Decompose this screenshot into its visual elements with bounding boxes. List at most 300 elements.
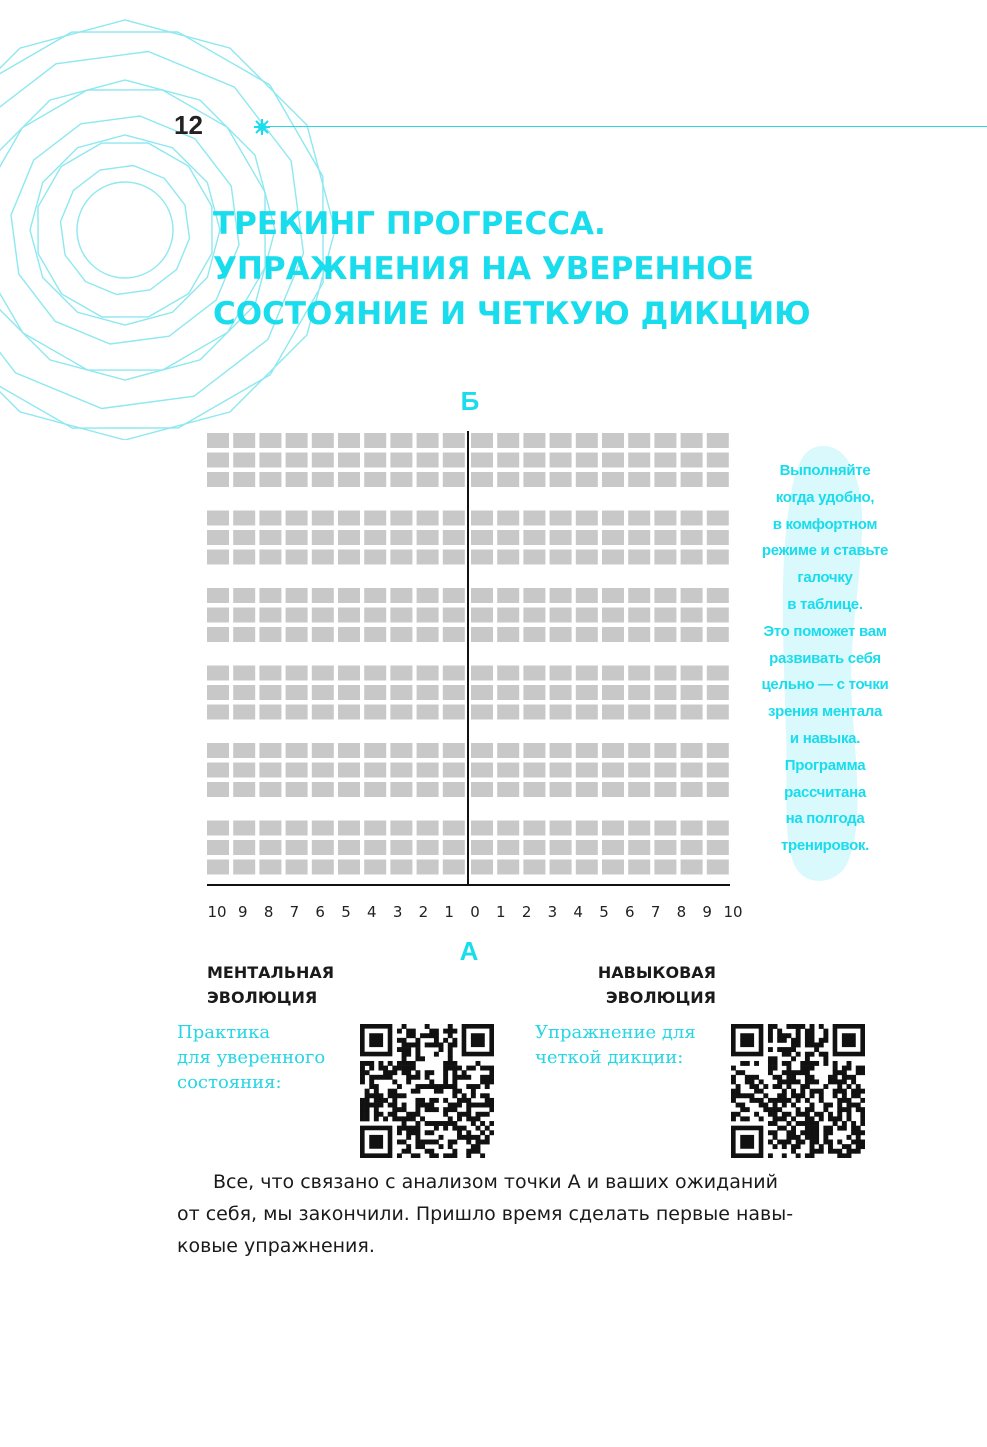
- tracker-cell[interactable]: [681, 453, 703, 468]
- tracker-cell[interactable]: [471, 453, 493, 468]
- tracker-cell[interactable]: [602, 433, 624, 448]
- tracker-cell[interactable]: [390, 550, 412, 565]
- tracker-cell[interactable]: [654, 550, 676, 565]
- tracker-cell[interactable]: [654, 627, 676, 642]
- tracker-cell[interactable]: [390, 705, 412, 720]
- tracker-cell[interactable]: [497, 666, 519, 681]
- tracker-cell[interactable]: [681, 743, 703, 758]
- tracker-cell[interactable]: [364, 685, 386, 700]
- tracker-cell[interactable]: [443, 627, 465, 642]
- tracker-cell[interactable]: [312, 530, 334, 545]
- tracker-cell[interactable]: [707, 685, 729, 700]
- tracker-cell[interactable]: [338, 472, 360, 487]
- tracker-cell[interactable]: [707, 821, 729, 836]
- tracker-cell[interactable]: [364, 588, 386, 603]
- tracker-cell[interactable]: [654, 840, 676, 855]
- tracker-cell[interactable]: [707, 840, 729, 855]
- tracker-cell[interactable]: [417, 763, 439, 778]
- tracker-cell[interactable]: [233, 782, 255, 797]
- tracker-cell[interactable]: [443, 433, 465, 448]
- tracker-cell[interactable]: [707, 511, 729, 526]
- tracker-cell[interactable]: [707, 627, 729, 642]
- tracker-cell[interactable]: [312, 840, 334, 855]
- tracker-cell[interactable]: [497, 453, 519, 468]
- tracker-cell[interactable]: [233, 627, 255, 642]
- tracker-cell[interactable]: [550, 588, 572, 603]
- tracker-cell[interactable]: [443, 860, 465, 875]
- tracker-cell[interactable]: [233, 511, 255, 526]
- tracker-cell[interactable]: [471, 433, 493, 448]
- tracker-cell[interactable]: [286, 588, 308, 603]
- qr-code-confidence[interactable]: [360, 1024, 494, 1158]
- tracker-cell[interactable]: [233, 530, 255, 545]
- tracker-cell[interactable]: [338, 743, 360, 758]
- tracker-cell[interactable]: [497, 627, 519, 642]
- tracker-cell[interactable]: [443, 705, 465, 720]
- tracker-cell[interactable]: [207, 743, 229, 758]
- tracker-cell[interactable]: [628, 627, 650, 642]
- tracker-cell[interactable]: [523, 608, 545, 623]
- tracker-cell[interactable]: [417, 782, 439, 797]
- tracker-cell[interactable]: [681, 433, 703, 448]
- tracker-cell[interactable]: [259, 530, 281, 545]
- tracker-cell[interactable]: [417, 472, 439, 487]
- tracker-cell[interactable]: [707, 860, 729, 875]
- tracker-cell[interactable]: [654, 763, 676, 778]
- tracker-cell[interactable]: [471, 685, 493, 700]
- tracker-cell[interactable]: [576, 685, 598, 700]
- tracker-cell[interactable]: [364, 860, 386, 875]
- tracker-cell[interactable]: [628, 763, 650, 778]
- tracker-cell[interactable]: [523, 627, 545, 642]
- tracker-cell[interactable]: [523, 550, 545, 565]
- tracker-cell[interactable]: [576, 763, 598, 778]
- tracker-cell[interactable]: [497, 472, 519, 487]
- tracker-cell[interactable]: [576, 782, 598, 797]
- tracker-cell[interactable]: [550, 782, 572, 797]
- tracker-cell[interactable]: [390, 782, 412, 797]
- tracker-cell[interactable]: [471, 705, 493, 720]
- tracker-cell[interactable]: [654, 666, 676, 681]
- tracker-cell[interactable]: [338, 685, 360, 700]
- tracker-cell[interactable]: [602, 840, 624, 855]
- tracker-cell[interactable]: [259, 685, 281, 700]
- tracker-cell[interactable]: [707, 588, 729, 603]
- tracker-cell[interactable]: [338, 821, 360, 836]
- tracker-cell[interactable]: [417, 705, 439, 720]
- tracker-cell[interactable]: [628, 511, 650, 526]
- tracker-cell[interactable]: [233, 472, 255, 487]
- tracker-cell[interactable]: [312, 860, 334, 875]
- tracker-cell[interactable]: [338, 530, 360, 545]
- tracker-cell[interactable]: [233, 433, 255, 448]
- tracker-cell[interactable]: [390, 530, 412, 545]
- tracker-cell[interactable]: [417, 433, 439, 448]
- tracker-cell[interactable]: [628, 433, 650, 448]
- tracker-cell[interactable]: [207, 433, 229, 448]
- tracker-cell[interactable]: [523, 472, 545, 487]
- tracker-cell[interactable]: [654, 433, 676, 448]
- tracker-cell[interactable]: [390, 860, 412, 875]
- tracker-cell[interactable]: [286, 743, 308, 758]
- tracker-cell[interactable]: [364, 530, 386, 545]
- tracker-cell[interactable]: [576, 860, 598, 875]
- tracker-cell[interactable]: [443, 782, 465, 797]
- tracker-cell[interactable]: [602, 743, 624, 758]
- tracker-cell[interactable]: [471, 666, 493, 681]
- tracker-cell[interactable]: [523, 782, 545, 797]
- tracker-cell[interactable]: [602, 782, 624, 797]
- tracker-cell[interactable]: [576, 743, 598, 758]
- tracker-cell[interactable]: [207, 821, 229, 836]
- tracker-cell[interactable]: [207, 627, 229, 642]
- tracker-cell[interactable]: [471, 530, 493, 545]
- tracker-cell[interactable]: [443, 530, 465, 545]
- tracker-cell[interactable]: [390, 666, 412, 681]
- tracker-cell[interactable]: [364, 608, 386, 623]
- tracker-cell[interactable]: [338, 782, 360, 797]
- tracker-cell[interactable]: [654, 743, 676, 758]
- tracker-cell[interactable]: [390, 685, 412, 700]
- tracker-cell[interactable]: [550, 860, 572, 875]
- tracker-cell[interactable]: [364, 511, 386, 526]
- tracker-cell[interactable]: [523, 840, 545, 855]
- tracker-cell[interactable]: [286, 453, 308, 468]
- tracker-cell[interactable]: [233, 743, 255, 758]
- tracker-cell[interactable]: [233, 608, 255, 623]
- tracker-cell[interactable]: [417, 685, 439, 700]
- tracker-cell[interactable]: [654, 608, 676, 623]
- tracker-cell[interactable]: [207, 685, 229, 700]
- tracker-cell[interactable]: [471, 550, 493, 565]
- tracker-cell[interactable]: [471, 588, 493, 603]
- tracker-cell[interactable]: [286, 472, 308, 487]
- tracker-cell[interactable]: [207, 511, 229, 526]
- tracker-cell[interactable]: [576, 433, 598, 448]
- tracker-cell[interactable]: [338, 763, 360, 778]
- tracker-cell[interactable]: [443, 550, 465, 565]
- tracker-cell[interactable]: [417, 840, 439, 855]
- tracker-cell[interactable]: [338, 588, 360, 603]
- tracker-cell[interactable]: [628, 472, 650, 487]
- tracker-cell[interactable]: [497, 530, 519, 545]
- tracker-cell[interactable]: [207, 472, 229, 487]
- tracker-cell[interactable]: [312, 743, 334, 758]
- tracker-cell[interactable]: [233, 453, 255, 468]
- tracker-cell[interactable]: [707, 530, 729, 545]
- tracker-cell[interactable]: [628, 685, 650, 700]
- tracker-cell[interactable]: [364, 840, 386, 855]
- tracker-cell[interactable]: [390, 453, 412, 468]
- tracker-cell[interactable]: [576, 453, 598, 468]
- tracker-cell[interactable]: [576, 530, 598, 545]
- tracker-cell[interactable]: [312, 588, 334, 603]
- tracker-cell[interactable]: [233, 763, 255, 778]
- tracker-cell[interactable]: [523, 588, 545, 603]
- tracker-cell[interactable]: [364, 821, 386, 836]
- tracker-cell[interactable]: [550, 685, 572, 700]
- tracker-cell[interactable]: [602, 666, 624, 681]
- tracker-cell[interactable]: [286, 821, 308, 836]
- tracker-cell[interactable]: [207, 763, 229, 778]
- tracker-cell[interactable]: [628, 743, 650, 758]
- tracker-cell[interactable]: [207, 453, 229, 468]
- tracker-cell[interactable]: [576, 627, 598, 642]
- tracker-cell[interactable]: [654, 705, 676, 720]
- tracker-cell[interactable]: [312, 685, 334, 700]
- tracker-cell[interactable]: [286, 705, 308, 720]
- tracker-cell[interactable]: [443, 472, 465, 487]
- tracker-cell[interactable]: [443, 511, 465, 526]
- tracker-cell[interactable]: [707, 763, 729, 778]
- tracker-cell[interactable]: [312, 782, 334, 797]
- tracker-cell[interactable]: [497, 743, 519, 758]
- tracker-cell[interactable]: [550, 433, 572, 448]
- tracker-cell[interactable]: [576, 840, 598, 855]
- tracker-cell[interactable]: [390, 743, 412, 758]
- tracker-cell[interactable]: [312, 453, 334, 468]
- tracker-cell[interactable]: [364, 627, 386, 642]
- tracker-cell[interactable]: [286, 685, 308, 700]
- tracker-cell[interactable]: [628, 705, 650, 720]
- tracker-cell[interactable]: [312, 608, 334, 623]
- tracker-cell[interactable]: [443, 608, 465, 623]
- tracker-cell[interactable]: [312, 433, 334, 448]
- tracker-cell[interactable]: [523, 530, 545, 545]
- tracker-cell[interactable]: [602, 821, 624, 836]
- tracker-cell[interactable]: [338, 705, 360, 720]
- tracker-cell[interactable]: [523, 705, 545, 720]
- tracker-cell[interactable]: [417, 627, 439, 642]
- tracker-cell[interactable]: [233, 821, 255, 836]
- tracker-cell[interactable]: [523, 433, 545, 448]
- tracker-cell[interactable]: [707, 782, 729, 797]
- tracker-cell[interactable]: [654, 530, 676, 545]
- tracker-cell[interactable]: [390, 763, 412, 778]
- tracker-cell[interactable]: [497, 588, 519, 603]
- tracker-cell[interactable]: [207, 530, 229, 545]
- tracker-cell[interactable]: [207, 860, 229, 875]
- tracker-cell[interactable]: [602, 860, 624, 875]
- tracker-cell[interactable]: [523, 666, 545, 681]
- tracker-cell[interactable]: [286, 860, 308, 875]
- tracker-cell[interactable]: [259, 433, 281, 448]
- tracker-cell[interactable]: [602, 588, 624, 603]
- tracker-cell[interactable]: [681, 705, 703, 720]
- tracker-cell[interactable]: [338, 511, 360, 526]
- tracker-cell[interactable]: [259, 840, 281, 855]
- tracker-cell[interactable]: [417, 453, 439, 468]
- tracker-cell[interactable]: [602, 763, 624, 778]
- tracker-cell[interactable]: [602, 530, 624, 545]
- tracker-cell[interactable]: [654, 860, 676, 875]
- tracker-cell[interactable]: [417, 743, 439, 758]
- tracker-cell[interactable]: [550, 627, 572, 642]
- tracker-cell[interactable]: [497, 608, 519, 623]
- tracker-cell[interactable]: [497, 685, 519, 700]
- tracker-cell[interactable]: [654, 511, 676, 526]
- tracker-cell[interactable]: [417, 588, 439, 603]
- tracker-cell[interactable]: [233, 588, 255, 603]
- tracker-cell[interactable]: [390, 433, 412, 448]
- tracker-cell[interactable]: [550, 511, 572, 526]
- tracker-cell[interactable]: [364, 705, 386, 720]
- tracker-cell[interactable]: [417, 550, 439, 565]
- tracker-cell[interactable]: [523, 511, 545, 526]
- tracker-cell[interactable]: [654, 782, 676, 797]
- tracker-cell[interactable]: [364, 782, 386, 797]
- qr-code-diction[interactable]: [731, 1024, 865, 1158]
- tracker-cell[interactable]: [497, 511, 519, 526]
- tracker-cell[interactable]: [471, 743, 493, 758]
- tracker-cell[interactable]: [681, 511, 703, 526]
- tracker-cell[interactable]: [233, 685, 255, 700]
- tracker-cell[interactable]: [312, 511, 334, 526]
- tracker-cell[interactable]: [654, 588, 676, 603]
- tracker-cell[interactable]: [471, 608, 493, 623]
- tracker-cell[interactable]: [471, 763, 493, 778]
- tracker-cell[interactable]: [681, 666, 703, 681]
- tracker-cell[interactable]: [286, 511, 308, 526]
- tracker-cell[interactable]: [364, 763, 386, 778]
- tracker-cell[interactable]: [576, 705, 598, 720]
- tracker-cell[interactable]: [390, 608, 412, 623]
- tracker-cell[interactable]: [707, 453, 729, 468]
- tracker-cell[interactable]: [390, 821, 412, 836]
- tracker-cell[interactable]: [233, 705, 255, 720]
- tracker-cell[interactable]: [602, 705, 624, 720]
- tracker-cell[interactable]: [497, 840, 519, 855]
- tracker-cell[interactable]: [312, 763, 334, 778]
- tracker-cell[interactable]: [233, 860, 255, 875]
- tracker-cell[interactable]: [471, 782, 493, 797]
- tracker-cell[interactable]: [390, 840, 412, 855]
- tracker-cell[interactable]: [576, 550, 598, 565]
- tracker-cell[interactable]: [707, 472, 729, 487]
- tracker-cell[interactable]: [443, 821, 465, 836]
- tracker-cell[interactable]: [602, 472, 624, 487]
- tracker-cell[interactable]: [628, 608, 650, 623]
- tracker-cell[interactable]: [338, 860, 360, 875]
- tracker-cell[interactable]: [628, 530, 650, 545]
- tracker-cell[interactable]: [497, 705, 519, 720]
- tracker-cell[interactable]: [497, 821, 519, 836]
- tracker-cell[interactable]: [681, 472, 703, 487]
- tracker-cell[interactable]: [233, 550, 255, 565]
- tracker-cell[interactable]: [259, 821, 281, 836]
- tracker-cell[interactable]: [654, 685, 676, 700]
- tracker-cell[interactable]: [207, 782, 229, 797]
- tracker-cell[interactable]: [259, 511, 281, 526]
- tracker-cell[interactable]: [681, 840, 703, 855]
- tracker-cell[interactable]: [207, 840, 229, 855]
- tracker-cell[interactable]: [443, 588, 465, 603]
- tracker-cell[interactable]: [471, 821, 493, 836]
- tracker-cell[interactable]: [550, 608, 572, 623]
- tracker-cell[interactable]: [417, 608, 439, 623]
- tracker-cell[interactable]: [497, 433, 519, 448]
- tracker-cell[interactable]: [233, 666, 255, 681]
- tracker-cell[interactable]: [364, 453, 386, 468]
- tracker-cell[interactable]: [654, 472, 676, 487]
- tracker-cell[interactable]: [286, 763, 308, 778]
- tracker-cell[interactable]: [550, 763, 572, 778]
- tracker-cell[interactable]: [707, 705, 729, 720]
- tracker-cell[interactable]: [471, 472, 493, 487]
- tracker-cell[interactable]: [259, 550, 281, 565]
- tracker-cell[interactable]: [286, 666, 308, 681]
- tracker-cell[interactable]: [681, 685, 703, 700]
- tracker-cell[interactable]: [417, 821, 439, 836]
- tracker-cell[interactable]: [364, 666, 386, 681]
- tracker-cell[interactable]: [443, 453, 465, 468]
- tracker-cell[interactable]: [576, 511, 598, 526]
- tracker-cell[interactable]: [628, 550, 650, 565]
- tracker-cell[interactable]: [312, 821, 334, 836]
- tracker-cell[interactable]: [602, 550, 624, 565]
- tracker-cell[interactable]: [312, 666, 334, 681]
- tracker-cell[interactable]: [550, 821, 572, 836]
- tracker-cell[interactable]: [602, 685, 624, 700]
- tracker-cell[interactable]: [338, 608, 360, 623]
- tracker-cell[interactable]: [628, 588, 650, 603]
- tracker-cell[interactable]: [417, 666, 439, 681]
- tracker-cell[interactable]: [628, 840, 650, 855]
- tracker-cell[interactable]: [576, 608, 598, 623]
- tracker-cell[interactable]: [312, 705, 334, 720]
- tracker-cell[interactable]: [312, 550, 334, 565]
- tracker-cell[interactable]: [259, 588, 281, 603]
- tracker-cell[interactable]: [338, 433, 360, 448]
- tracker-cell[interactable]: [602, 453, 624, 468]
- tracker-cell[interactable]: [707, 433, 729, 448]
- tracker-cell[interactable]: [312, 472, 334, 487]
- tracker-cell[interactable]: [259, 666, 281, 681]
- tracker-cell[interactable]: [628, 821, 650, 836]
- tracker-cell[interactable]: [576, 588, 598, 603]
- tracker-cell[interactable]: [707, 666, 729, 681]
- tracker-cell[interactable]: [497, 860, 519, 875]
- tracker-cell[interactable]: [364, 472, 386, 487]
- tracker-cell[interactable]: [681, 608, 703, 623]
- tracker-cell[interactable]: [443, 685, 465, 700]
- tracker-cell[interactable]: [681, 530, 703, 545]
- tracker-cell[interactable]: [550, 666, 572, 681]
- tracker-cell[interactable]: [443, 666, 465, 681]
- tracker-cell[interactable]: [523, 743, 545, 758]
- tracker-cell[interactable]: [550, 453, 572, 468]
- tracker-cell[interactable]: [497, 782, 519, 797]
- tracker-cell[interactable]: [550, 840, 572, 855]
- tracker-cell[interactable]: [233, 840, 255, 855]
- tracker-cell[interactable]: [417, 860, 439, 875]
- tracker-cell[interactable]: [259, 608, 281, 623]
- tracker-cell[interactable]: [550, 472, 572, 487]
- tracker-cell[interactable]: [471, 511, 493, 526]
- tracker-cell[interactable]: [523, 821, 545, 836]
- tracker-cell[interactable]: [681, 860, 703, 875]
- tracker-cell[interactable]: [286, 627, 308, 642]
- tracker-cell[interactable]: [259, 860, 281, 875]
- tracker-cell[interactable]: [390, 627, 412, 642]
- tracker-cell[interactable]: [312, 627, 334, 642]
- tracker-cell[interactable]: [628, 860, 650, 875]
- tracker-cell[interactable]: [286, 840, 308, 855]
- tracker-cell[interactable]: [707, 608, 729, 623]
- tracker-cell[interactable]: [259, 705, 281, 720]
- tracker-cell[interactable]: [286, 608, 308, 623]
- tracker-cell[interactable]: [364, 433, 386, 448]
